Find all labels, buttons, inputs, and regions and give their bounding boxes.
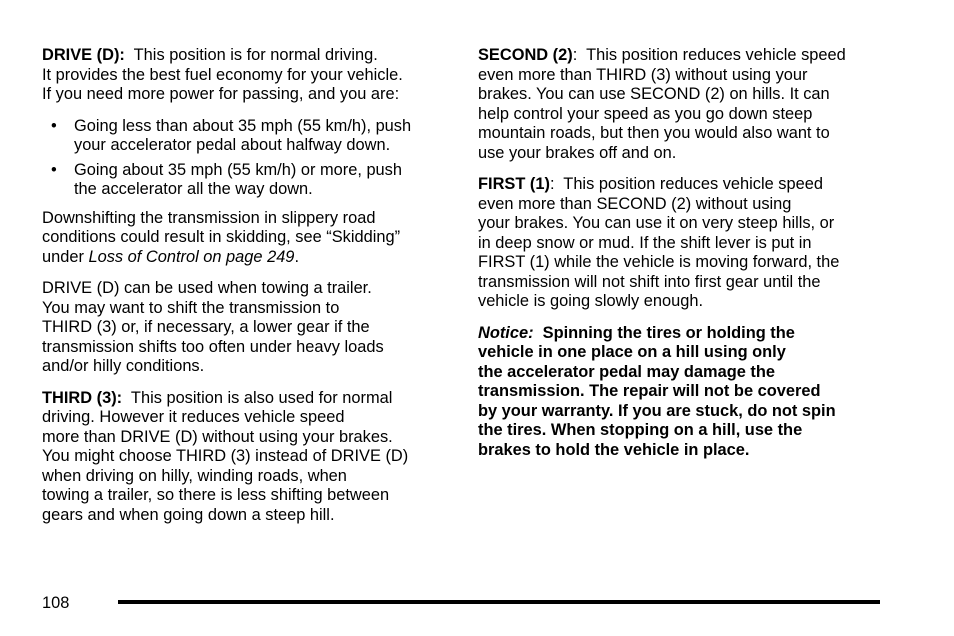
first-line-1: : This position reduces vehicle speed <box>549 175 823 193</box>
first-line-4: in deep snow or mud. If the shift lever is put in <box>478 233 812 252</box>
notice-label: Notice: <box>478 323 534 342</box>
third-line-4: You might choose THIRD (3) instead of DRIVE (D) <box>42 447 409 465</box>
towing-line-5: and/or hilly conditions. <box>42 357 205 375</box>
bullet-1-line-2: your accelerator pedal about halfway down. <box>74 136 391 154</box>
bullet-icon: • <box>51 160 57 179</box>
second-heading: SECOND (2) <box>478 46 573 64</box>
notice-line-4: transmission. The repair will not be covered <box>478 382 821 400</box>
first-paragraph <box>478 175 890 312</box>
notice-line-3: the accelerator pedal may damage the <box>478 362 775 381</box>
third-line-1: This position is also used for normal <box>122 388 393 407</box>
downshift-line-2: conditions could result in skidding, see “Skidding” <box>42 228 401 246</box>
page-number: 108 <box>42 594 70 612</box>
second-line-1: : This position reduces vehicle speed <box>572 46 846 64</box>
speed-bullet-list <box>42 117 454 200</box>
third-line-5: when driving on hilly, winding roads, when <box>42 466 347 485</box>
drive-line-1: This position is for normal driving. <box>124 46 378 64</box>
second-line-5: mountain roads, but then you would also want to <box>478 124 830 142</box>
notice-paragraph <box>478 324 890 461</box>
bullet-2-line-2: the accelerator all the way down. <box>74 180 313 198</box>
first-heading: FIRST (1) <box>478 175 550 193</box>
first-line-3: your brakes. You can use it on very steep hills, or <box>478 214 835 232</box>
first-line-7: vehicle is going slowly enough. <box>478 292 704 310</box>
second-line-3: brakes. You can use SECOND (2) on hills. It can <box>478 85 830 103</box>
downshift-line-3-suffix: . <box>294 247 299 266</box>
third-line-7: gears and when going down a steep hill. <box>42 505 335 524</box>
notice-line-2: vehicle in one place on a hill using only <box>478 343 786 361</box>
third-line-2: driving. However it reduces vehicle speed <box>42 408 345 426</box>
notice-line-7: brakes to hold the vehicle in place. <box>478 440 750 459</box>
second-line-4: help control your speed as you go down steep <box>478 104 813 123</box>
second-line-6: use your brakes off and on. <box>478 143 677 162</box>
first-line-2: even more than SECOND (2) without using <box>478 194 792 213</box>
downshift-line-3-prefix: under <box>42 247 89 266</box>
towing-paragraph <box>42 279 454 377</box>
right-column <box>478 46 890 472</box>
notice-line-1: Spinning the tires or holding the <box>533 323 795 342</box>
bullet-item <box>42 117 454 156</box>
towing-line-4: transmission shifts too often under heavy loads <box>42 337 384 356</box>
first-line-5: FIRST (1) while the vehicle is moving forward, the <box>478 253 840 271</box>
drive-line-2: It provides the best fuel economy for your vehicle. <box>42 65 403 84</box>
loss-of-control-reference: Loss of Control on page 249 <box>88 247 295 266</box>
second-line-2: even more than THIRD (3) without using your <box>478 65 808 84</box>
notice-line-6: the tires. When stopping on a hill, use the <box>478 421 803 439</box>
third-heading: THIRD (3): <box>42 388 123 407</box>
footer-rule <box>118 600 880 604</box>
third-paragraph <box>42 389 454 526</box>
left-column <box>42 46 454 537</box>
towing-line-3: THIRD (3) or, if necessary, a lower gear if the <box>42 318 370 336</box>
towing-line-1: DRIVE (D) can be used when towing a trailer. <box>42 279 372 297</box>
third-line-3: more than DRIVE (D) without using your brakes. <box>42 427 393 446</box>
third-line-6: towing a trailer, so there is less shifting between <box>42 486 390 504</box>
drive-paragraph <box>42 46 454 105</box>
bullet-item <box>42 161 454 200</box>
notice-line-5: by your warranty. If you are stuck, do not spin <box>478 401 836 420</box>
second-paragraph <box>478 46 890 163</box>
towing-line-2: You may want to shift the transmission to <box>42 298 340 317</box>
drive-line-3: If you need more power for passing, and you are: <box>42 85 400 103</box>
bullet-2-line-1: Going about 35 mph (55 km/h) or more, push <box>74 160 402 179</box>
bullet-icon: • <box>51 116 57 135</box>
first-line-6: transmission will not shift into first gear until the <box>478 272 821 291</box>
drive-heading: DRIVE (D): <box>42 46 125 64</box>
bullet-1-line-1: Going less than about 35 mph (55 km/h), push <box>74 116 412 135</box>
downshift-paragraph <box>42 209 454 268</box>
downshift-line-1: Downshifting the transmission in slippery road <box>42 208 376 227</box>
